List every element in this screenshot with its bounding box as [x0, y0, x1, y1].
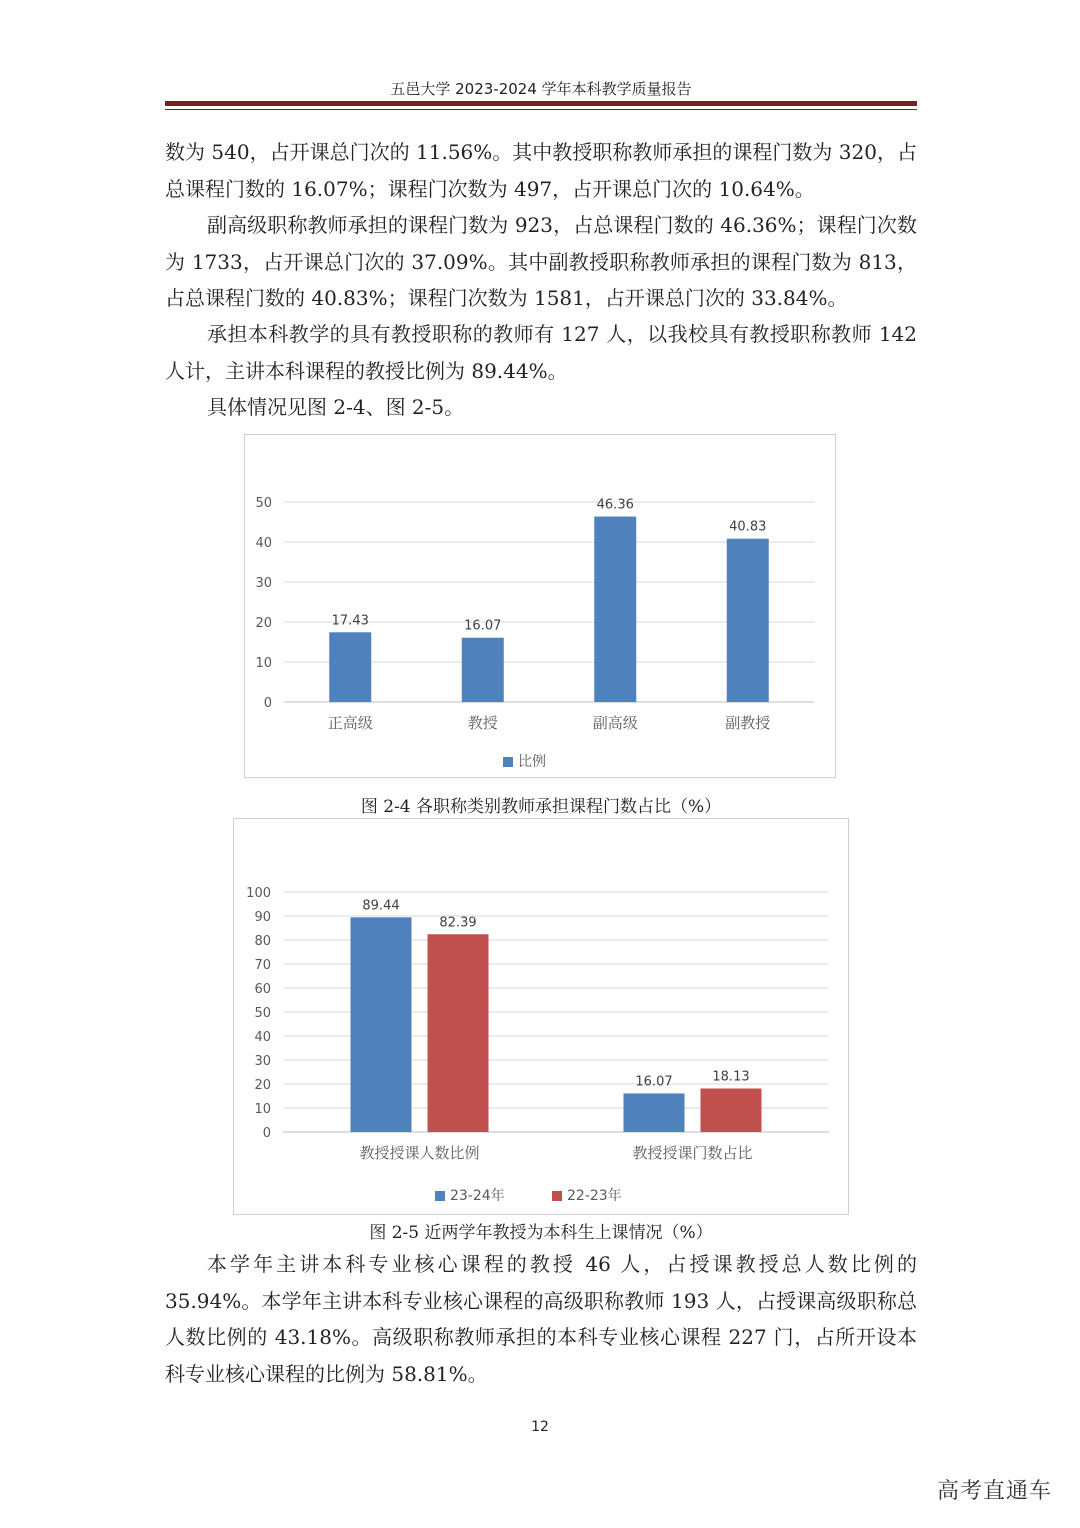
- y-tick-label: 50: [255, 496, 272, 511]
- bar: [701, 1088, 762, 1132]
- legend-swatch: [503, 757, 513, 767]
- chart-2-4: [244, 434, 836, 778]
- header-rule-thick: [165, 101, 917, 106]
- x-category-label: 教授授课门数占比: [632, 1144, 753, 1162]
- chart-2-5: [233, 818, 849, 1215]
- data-label: 16.07: [635, 1074, 673, 1090]
- data-label: 16.07: [464, 618, 502, 634]
- paragraph-1: 数为 540，占开课总门次的 11.56%。其中教授职称教师承担的课程门数为 320，占总课程门数的 16.07%；课程门次数为 497，占开课总门次的 10.64%。: [165, 140, 917, 201]
- data-label: 89.44: [362, 898, 400, 914]
- y-tick-label: 10: [255, 656, 272, 671]
- paragraph-3: 承担本科教学的具有教授职称的教师有 127 人，以我校具有教授职称教师 142 人计，主讲本科课程的教授比例为 89.44%。: [165, 322, 917, 383]
- y-tick-label: 90: [254, 910, 271, 925]
- y-tick-label: 40: [255, 536, 272, 551]
- legend-label: 22-23年: [567, 1188, 622, 1204]
- legend-label: 比例: [518, 754, 546, 770]
- y-tick-label: 30: [255, 576, 272, 591]
- x-category-label: 正高级: [327, 714, 373, 732]
- chart-2-5-caption: 图 2-5 近两学年教授为本科生上课情况（%）: [369, 1223, 713, 1243]
- bar: [428, 934, 489, 1132]
- data-label: 18.13: [712, 1069, 750, 1085]
- y-tick-label: 20: [255, 616, 272, 631]
- data-label: 46.36: [596, 497, 634, 513]
- bar: [351, 917, 412, 1132]
- y-tick-label: 100: [246, 886, 271, 901]
- data-label: 40.83: [729, 519, 767, 535]
- chart-2-4-caption: 图 2-4 各职称类别教师承担课程门数占比（%）: [360, 797, 722, 817]
- y-tick-label: 10: [254, 1102, 271, 1117]
- y-tick-label: 0: [262, 1126, 271, 1141]
- header-rule-thin: [165, 109, 917, 110]
- bar: [462, 638, 504, 702]
- x-category-label: 教授授课人数比例: [359, 1144, 480, 1162]
- x-category-label: 副高级: [592, 714, 638, 732]
- y-tick-label: 30: [254, 1054, 271, 1069]
- y-tick-label: 60: [254, 982, 271, 997]
- chart-2-4-svg: [245, 435, 835, 777]
- legend-swatch: [435, 1191, 445, 1201]
- data-label: 82.39: [439, 915, 477, 931]
- x-category-label: 副教授: [725, 714, 771, 732]
- bar: [594, 517, 636, 702]
- watermark: 高考直通车: [936, 1479, 1052, 1504]
- paragraph-4: 具体情况见图 2-4、图 2-5。: [207, 395, 465, 419]
- chart-2-5-svg: [234, 819, 848, 1214]
- y-tick-label: 40: [254, 1030, 271, 1045]
- legend-swatch: [552, 1191, 562, 1201]
- y-tick-label: 80: [254, 934, 271, 949]
- legend-label: 23-24年: [450, 1188, 505, 1204]
- bar: [727, 539, 769, 702]
- x-category-label: 教授: [467, 714, 498, 732]
- header-title: 五邑大学 2023-2024 学年本科教学质量报告: [390, 80, 692, 98]
- data-label: 17.43: [331, 613, 369, 629]
- y-tick-label: 70: [254, 958, 271, 973]
- page-number: 12: [531, 1419, 549, 1435]
- paragraph-5: 本学年主讲本科专业核心课程的教授 46 人，占授课教授总人数比例的 35.94%。本学年主讲本科专业核心课程的高级职称教师 193 人，占授课高级职称总人数比例的 43.18%。高级职称教师承担的本科专业核心课程 227 门，占所开设本科专业核心课程的比例为 58.81%。: [165, 1252, 917, 1386]
- paragraph-2: 副高级职称教师承担的课程门数为 923，占总课程门数的 46.36%；课程门次数为 1733，占开课总门次的 37.09%。其中副教授职称教师承担的课程门数为 813，占总课程门数的 40.83%；课程门次数为 1581，占开课总门次的 33.84%。: [165, 213, 917, 310]
- bar: [329, 632, 371, 702]
- y-tick-label: 0: [263, 696, 272, 711]
- bar: [624, 1093, 685, 1132]
- y-tick-label: 20: [254, 1078, 271, 1093]
- y-tick-label: 50: [254, 1006, 271, 1021]
